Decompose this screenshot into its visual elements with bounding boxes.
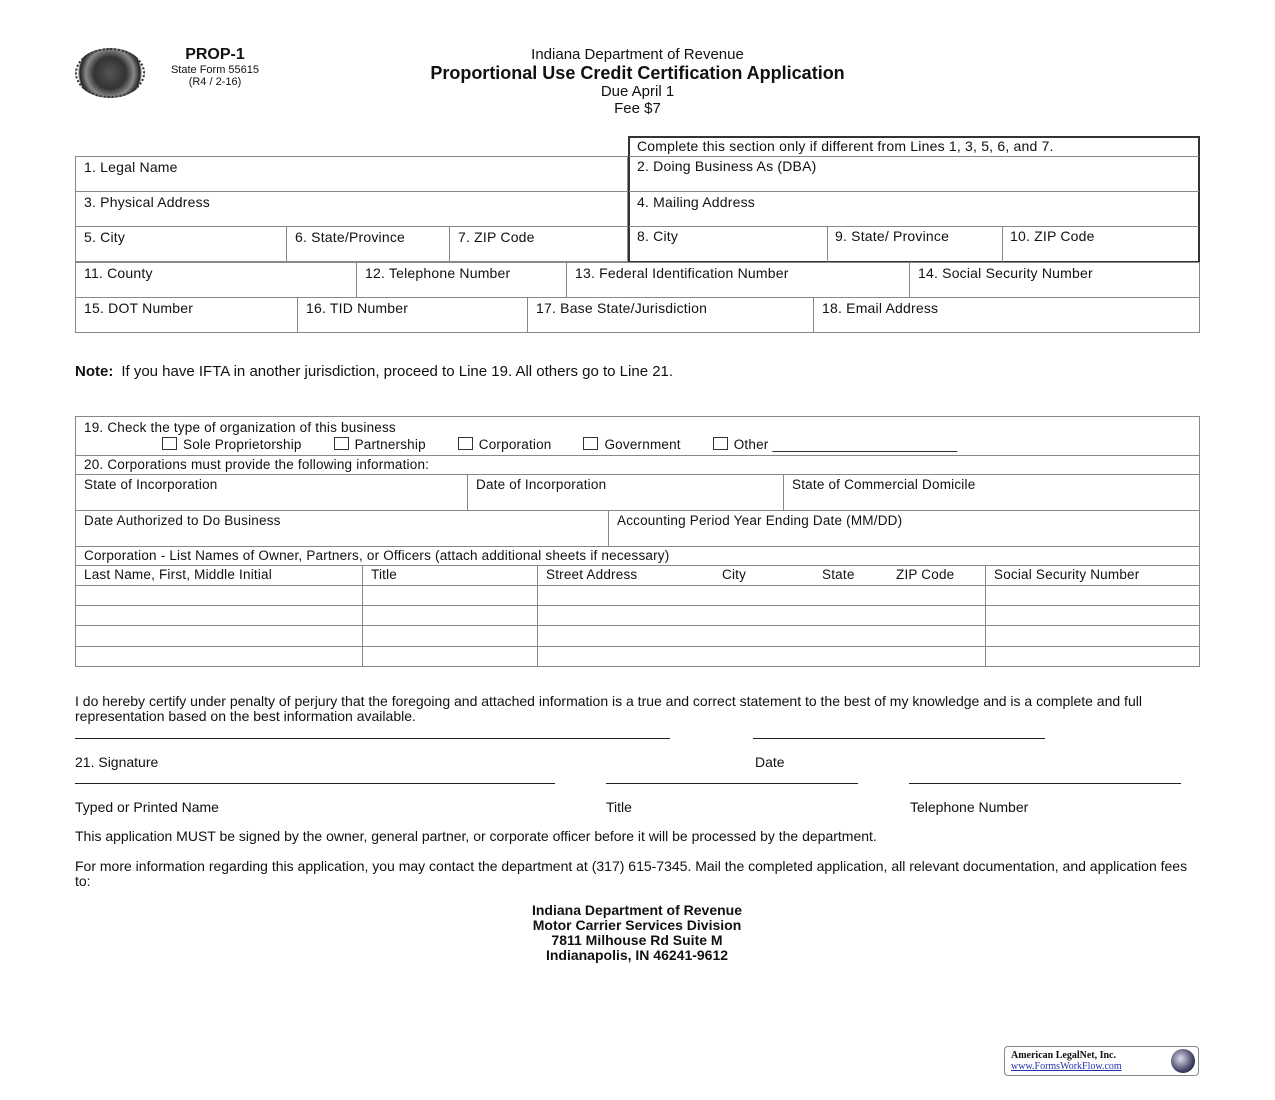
- field-label: 16. TID Number: [306, 300, 409, 316]
- table-cell[interactable]: [985, 605, 1200, 626]
- address-line: Indianapolis, IN 46241-9612: [545, 947, 729, 963]
- table-cell[interactable]: [362, 646, 538, 667]
- field-date-authorized[interactable]: [75, 510, 609, 547]
- form-title: Proportional Use Credit Certification Application: [430, 63, 845, 83]
- field-mail-state[interactable]: [827, 226, 1003, 262]
- field-physical-address[interactable]: [75, 191, 628, 227]
- mailing-address: [437, 903, 837, 963]
- field-label: Date Authorized to Do Business: [84, 513, 281, 528]
- field-state-province[interactable]: [286, 226, 450, 262]
- table-cell[interactable]: [75, 625, 363, 647]
- field-mailing-address[interactable]: [629, 191, 1199, 227]
- field-label: 9. State/ Province: [835, 228, 950, 244]
- field-mail-city[interactable]: [629, 226, 828, 262]
- field-state-commercial-domicile[interactable]: [783, 474, 1200, 511]
- col-city: City: [722, 567, 747, 582]
- line-19-organization-type: [75, 416, 1200, 456]
- address-line: 7811 Milhouse Rd Suite M: [551, 932, 723, 948]
- checkbox-icon[interactable]: [334, 437, 349, 450]
- option-sole-proprietorship[interactable]: [162, 436, 302, 453]
- col-header-title: Title: [362, 565, 538, 586]
- field-label: Accounting Period Year Ending Date (MM/DD): [617, 513, 903, 528]
- field-legal-name[interactable]: [75, 156, 628, 192]
- line-20-label: 20. Corporations must provide the following information:: [75, 455, 1200, 475]
- table-cell[interactable]: [985, 585, 1200, 606]
- field-label: 13. Federal Identification Number: [575, 265, 789, 281]
- field-tid-number[interactable]: [297, 297, 528, 333]
- field-telephone[interactable]: [356, 262, 567, 298]
- table-cell[interactable]: [537, 585, 986, 606]
- more-info-text: For more information regarding this application, you may contact the department at (317) 615-7345. Mail the completed application, all relevant documentation, and application fees to:: [75, 858, 1188, 889]
- table-cell[interactable]: [362, 625, 538, 647]
- field-date-of-incorporation[interactable]: [467, 474, 784, 511]
- note-label: Note:: [75, 363, 114, 380]
- printed-name-line[interactable]: [75, 783, 555, 784]
- option-government[interactable]: [583, 436, 680, 453]
- checkbox-icon[interactable]: [713, 437, 728, 450]
- form-revision: (R4 / 2-16): [188, 76, 242, 88]
- field-accounting-period[interactable]: [608, 510, 1200, 547]
- signature-line[interactable]: [75, 738, 670, 739]
- publisher-name: American LegalNet, Inc.: [1011, 1050, 1116, 1061]
- checkbox-icon[interactable]: [162, 437, 177, 450]
- table-cell[interactable]: [985, 646, 1200, 667]
- field-email[interactable]: [813, 297, 1200, 333]
- field-label: State of Incorporation: [84, 477, 218, 492]
- address-line: Motor Carrier Services Division: [532, 917, 742, 933]
- officers-title: Corporation - List Names of Owner, Partners, or Officers (attach additional sheets if necessary): [75, 546, 1200, 566]
- ifta-note: [75, 363, 673, 380]
- checkbox-icon[interactable]: [583, 437, 598, 450]
- option-corporation[interactable]: [458, 436, 552, 453]
- field-label: 12. Telephone Number: [365, 265, 511, 281]
- field-county[interactable]: [75, 262, 357, 298]
- field-city[interactable]: [75, 226, 287, 262]
- option-label: Partnership: [354, 437, 426, 452]
- col-header-name: Last Name, First, Middle Initial: [75, 565, 363, 586]
- publisher-link[interactable]: www.FormsWorkFlow.com: [1011, 1061, 1122, 1072]
- field-label: 8. City: [637, 228, 679, 244]
- field-label: 18. Email Address: [822, 300, 939, 316]
- field-dba[interactable]: [629, 156, 1199, 192]
- field-federal-id[interactable]: [566, 262, 910, 298]
- globe-logo-icon: [1171, 1049, 1195, 1073]
- title-label: Title: [606, 799, 632, 815]
- telephone-line[interactable]: [909, 783, 1181, 784]
- field-mail-zip[interactable]: [1002, 226, 1199, 262]
- table-cell[interactable]: [75, 585, 363, 606]
- must-sign-notice: This application MUST be signed by the owner, general partner, or corporate officer before it will be processed by the department.: [75, 828, 877, 844]
- address-line: Indiana Department of Revenue: [531, 902, 743, 918]
- state-seal-icon: [75, 48, 145, 98]
- table-cell[interactable]: [362, 605, 538, 626]
- option-label: Other: [733, 437, 769, 452]
- option-other[interactable]: [713, 437, 958, 452]
- state-form-number: State Form 55615: [170, 64, 260, 76]
- col-header-ssn: Social Security Number: [985, 565, 1200, 586]
- field-label: 5. City: [84, 229, 126, 245]
- other-blank-line[interactable]: ________________________: [772, 437, 958, 452]
- table-cell[interactable]: [75, 646, 363, 667]
- field-label: 15. DOT Number: [84, 300, 194, 316]
- option-label: Government: [604, 437, 681, 452]
- field-label: 10. ZIP Code: [1010, 228, 1095, 244]
- field-label: State of Commercial Domicile: [792, 477, 976, 492]
- field-label: 4. Mailing Address: [637, 194, 755, 210]
- date-label: Date: [755, 754, 785, 770]
- section-note: Complete this section only if different from Lines 1, 3, 5, 6, and 7.: [629, 137, 1199, 157]
- col-street: Street Address: [546, 567, 638, 582]
- fee: Fee $7: [614, 100, 661, 117]
- table-cell[interactable]: [537, 646, 986, 667]
- field-label: 3. Physical Address: [84, 194, 210, 210]
- form-id-block: [150, 46, 280, 88]
- field-ssn[interactable]: [909, 262, 1200, 298]
- form-code: PROP-1: [185, 46, 245, 63]
- field-base-state[interactable]: [527, 297, 814, 333]
- telephone-label: Telephone Number: [910, 799, 1029, 815]
- col-zip: ZIP Code: [896, 567, 955, 582]
- field-label: 2. Doing Business As (DBA): [637, 158, 817, 174]
- field-label: 7. ZIP Code: [458, 229, 535, 245]
- field-label: 1. Legal Name: [84, 159, 178, 175]
- col-header-address: [537, 565, 986, 586]
- table-cell[interactable]: [362, 585, 538, 606]
- table-cell[interactable]: [537, 605, 986, 626]
- certification-text: I do hereby certify under penalty of perjury that the foregoing and attached information is a true and correct statement to the best of my knowledge and is a complete and full representation based on the best information available.: [75, 693, 1142, 724]
- date-line[interactable]: [753, 738, 1045, 739]
- option-label: Sole Proprietorship: [183, 437, 302, 452]
- field-label: 6. State/Province: [295, 229, 406, 245]
- form-header: [300, 46, 975, 117]
- signature-label: 21. Signature: [75, 754, 159, 770]
- note-text: If you have IFTA in another jurisdiction, proceed to Line 19. All others go to Line 21.: [121, 363, 674, 380]
- table-cell[interactable]: [537, 625, 986, 647]
- field-dot-number[interactable]: [75, 297, 298, 333]
- field-zip-code[interactable]: [449, 226, 628, 262]
- agency-name: Indiana Department of Revenue: [531, 46, 744, 63]
- printed-name-label: Typed or Printed Name: [75, 799, 219, 815]
- table-cell[interactable]: [75, 605, 363, 626]
- publisher-badge[interactable]: [1004, 1046, 1199, 1076]
- field-label: 14. Social Security Number: [918, 265, 1093, 281]
- due-date: Due April 1: [600, 83, 675, 100]
- field-label: 17. Base State/Jurisdiction: [536, 300, 708, 316]
- table-cell[interactable]: [985, 625, 1200, 647]
- option-label: Corporation: [478, 437, 552, 452]
- option-partnership[interactable]: [334, 436, 426, 453]
- field-state-of-incorporation[interactable]: [75, 474, 468, 511]
- field-label: 11. County: [84, 265, 153, 281]
- col-state: State: [822, 567, 855, 582]
- field-label: Date of Incorporation: [476, 477, 607, 492]
- line-19-label: 19. Check the type of organization of this business: [84, 420, 396, 435]
- checkbox-icon[interactable]: [458, 437, 473, 450]
- title-line[interactable]: [606, 783, 858, 784]
